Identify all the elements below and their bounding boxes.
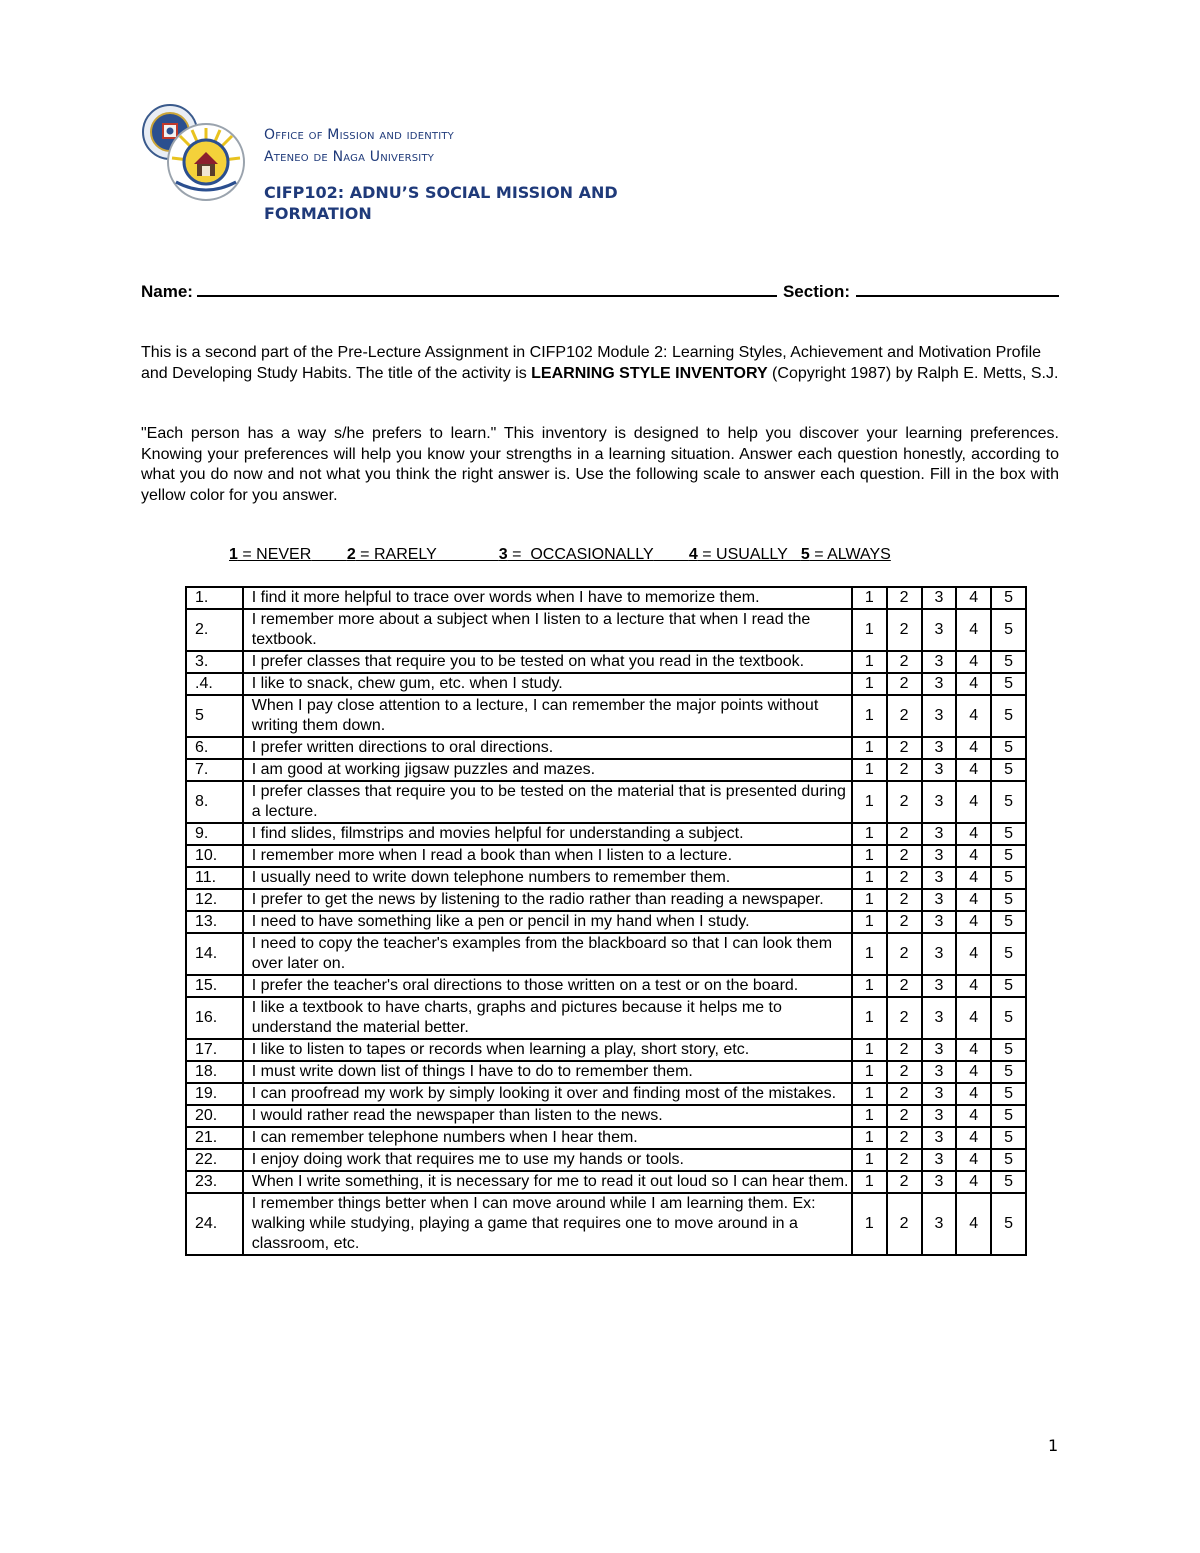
question-row xyxy=(186,997,1026,1039)
rating-option-1[interactable]: 1 xyxy=(852,975,887,997)
question-number: 17. xyxy=(186,1039,243,1061)
question-number: 20. xyxy=(186,1105,243,1127)
learning-style-inventory-table xyxy=(185,586,1027,1256)
rating-option-1[interactable]: 1 xyxy=(852,609,887,651)
rating-option-4[interactable]: 4 xyxy=(956,1149,991,1171)
rating-option-5[interactable]: 5 xyxy=(991,867,1026,889)
rating-option-3[interactable]: 3 xyxy=(922,673,957,695)
rating-option-1[interactable]: 1 xyxy=(852,823,887,845)
rating-option-5[interactable]: 5 xyxy=(991,609,1026,651)
rating-option-1[interactable]: 1 xyxy=(852,759,887,781)
rating-option-5[interactable]: 5 xyxy=(991,1083,1026,1105)
section-label: Section: xyxy=(782,282,851,301)
question-number: 16. xyxy=(186,997,243,1039)
rating-option-3[interactable]: 3 xyxy=(922,1127,957,1149)
rating-option-3[interactable]: 3 xyxy=(922,975,957,997)
header-block xyxy=(264,124,684,224)
name-label: Name: xyxy=(141,282,193,301)
question-text: I need to have something like a pen or pencil in my hand when I study. xyxy=(243,911,852,933)
rating-option-1[interactable]: 1 xyxy=(852,695,887,737)
question-row xyxy=(186,1193,1026,1255)
question-number: 3. xyxy=(186,651,243,673)
question-text: I need to copy the teacher's examples from the blackboard so that I can look them over later on. xyxy=(243,933,852,975)
question-number: 7. xyxy=(186,759,243,781)
rating-option-1[interactable]: 1 xyxy=(852,781,887,823)
rating-option-5[interactable]: 5 xyxy=(991,651,1026,673)
page-number: 1 xyxy=(1048,1436,1059,1455)
question-text: When I pay close attention to a lecture, I can remember the major points without writing them down. xyxy=(243,695,852,737)
rating-option-2[interactable]: 2 xyxy=(887,911,922,933)
question-text: I would rather read the newspaper than listen to the news. xyxy=(243,1105,852,1127)
rating-option-3[interactable]: 3 xyxy=(922,911,957,933)
rating-option-2[interactable]: 2 xyxy=(887,867,922,889)
rating-option-4[interactable]: 4 xyxy=(956,845,991,867)
university-seal-logo xyxy=(140,102,252,202)
question-number: 24. xyxy=(186,1193,243,1255)
question-row xyxy=(186,823,1026,845)
rating-option-1[interactable]: 1 xyxy=(852,845,887,867)
question-number: 8. xyxy=(186,781,243,823)
rating-option-1[interactable]: 1 xyxy=(852,737,887,759)
question-text: I am good at working jigsaw puzzles and mazes. xyxy=(243,759,852,781)
rating-option-2[interactable]: 2 xyxy=(887,759,922,781)
rating-option-2[interactable]: 2 xyxy=(887,609,922,651)
question-number: 13. xyxy=(186,911,243,933)
question-number: 18. xyxy=(186,1061,243,1083)
question-row xyxy=(186,1105,1026,1127)
rating-option-3[interactable]: 3 xyxy=(922,1039,957,1061)
rating-option-1[interactable]: 1 xyxy=(852,1193,887,1255)
rating-option-4[interactable]: 4 xyxy=(956,737,991,759)
question-row xyxy=(186,1127,1026,1149)
question-number: 22. xyxy=(186,1149,243,1171)
question-text: I remember more about a subject when I listen to a lecture that when I read the textbook. xyxy=(243,609,852,651)
rating-option-3[interactable]: 3 xyxy=(922,587,957,609)
rating-option-5[interactable]: 5 xyxy=(991,737,1026,759)
question-row xyxy=(186,889,1026,911)
question-number: 12. xyxy=(186,889,243,911)
question-text: I like to listen to tapes or records when learning a play, short story, etc. xyxy=(243,1039,852,1061)
question-number: 15. xyxy=(186,975,243,997)
rating-option-4[interactable]: 4 xyxy=(956,1127,991,1149)
rating-option-3[interactable]: 3 xyxy=(922,737,957,759)
rating-option-5[interactable]: 5 xyxy=(991,1171,1026,1193)
rating-option-4[interactable]: 4 xyxy=(956,1083,991,1105)
rating-option-4[interactable]: 4 xyxy=(956,823,991,845)
question-number: 6. xyxy=(186,737,243,759)
question-text: I prefer the teacher's oral directions to those written on a test or on the board. xyxy=(243,975,852,997)
rating-option-4[interactable]: 4 xyxy=(956,1193,991,1255)
question-row xyxy=(186,737,1026,759)
rating-option-5[interactable]: 5 xyxy=(991,695,1026,737)
question-number: 5 xyxy=(186,695,243,737)
scale-value: 4 xyxy=(688,546,698,563)
rating-option-4[interactable]: 4 xyxy=(956,1061,991,1083)
scale-value: 5 xyxy=(800,546,810,563)
rating-option-1[interactable]: 1 xyxy=(852,997,887,1039)
rating-scale-legend xyxy=(229,546,891,564)
question-text: I remember things better when I can move around while I am learning them. Ex: walking while studying, playing a game that requires one to move around in a classroom, etc. xyxy=(243,1193,852,1255)
rating-option-1[interactable]: 1 xyxy=(852,673,887,695)
rating-option-1[interactable]: 1 xyxy=(852,889,887,911)
rating-option-2[interactable]: 2 xyxy=(887,845,922,867)
rating-option-5[interactable]: 5 xyxy=(991,1193,1026,1255)
rating-option-3[interactable]: 3 xyxy=(922,1105,957,1127)
question-text: I can proofread my work by simply looking it over and finding most of the mistakes. xyxy=(243,1083,852,1105)
rating-option-3[interactable]: 3 xyxy=(922,823,957,845)
question-text: I like a textbook to have charts, graphs and pictures because it helps me to understand the material better. xyxy=(243,997,852,1039)
rating-option-3[interactable]: 3 xyxy=(922,997,957,1039)
rating-option-1[interactable]: 1 xyxy=(852,651,887,673)
question-row xyxy=(186,975,1026,997)
rating-option-5[interactable]: 5 xyxy=(991,1039,1026,1061)
rating-option-4[interactable]: 4 xyxy=(956,933,991,975)
question-number: 9. xyxy=(186,823,243,845)
rating-option-4[interactable]: 4 xyxy=(956,673,991,695)
rating-option-3[interactable]: 3 xyxy=(922,695,957,737)
rating-option-1[interactable]: 1 xyxy=(852,1039,887,1061)
rating-option-2[interactable]: 2 xyxy=(887,1083,922,1105)
question-text: I must write down list of things I have to do to remember them. xyxy=(243,1061,852,1083)
scale-value: 1 xyxy=(229,546,238,563)
question-number: 19. xyxy=(186,1083,243,1105)
rating-option-5[interactable]: 5 xyxy=(991,1127,1026,1149)
rating-option-3[interactable]: 3 xyxy=(922,1171,957,1193)
question-number: 14. xyxy=(186,933,243,975)
scale-label: = NEVER xyxy=(237,546,312,563)
question-text: I remember more when I read a book than when I listen to a lecture. xyxy=(243,845,852,867)
rating-option-2[interactable]: 2 xyxy=(887,1193,922,1255)
rating-option-2[interactable]: 2 xyxy=(887,1105,922,1127)
question-row xyxy=(186,845,1026,867)
rating-option-3[interactable]: 3 xyxy=(922,759,957,781)
scale-label: = ALWAYS xyxy=(809,546,891,563)
rating-option-5[interactable]: 5 xyxy=(991,673,1026,695)
question-row xyxy=(186,695,1026,737)
rating-option-5[interactable]: 5 xyxy=(991,933,1026,975)
question-row xyxy=(186,609,1026,651)
question-text: I enjoy doing work that requires me to use my hands or tools. xyxy=(243,1149,852,1171)
question-number: 1. xyxy=(186,587,243,609)
question-row xyxy=(186,587,1026,609)
scale-value: 3 xyxy=(498,546,508,563)
rating-option-2[interactable]: 2 xyxy=(887,889,922,911)
rating-option-3[interactable]: 3 xyxy=(922,845,957,867)
question-number: 11. xyxy=(186,867,243,889)
question-number: 23. xyxy=(186,1171,243,1193)
rating-option-4[interactable]: 4 xyxy=(956,975,991,997)
question-text: When I write something, it is necessary for me to read it out loud so I can hear them. xyxy=(243,1171,852,1193)
rating-option-4[interactable]: 4 xyxy=(956,997,991,1039)
rating-option-5[interactable]: 5 xyxy=(991,845,1026,867)
question-row xyxy=(186,1083,1026,1105)
rating-option-5[interactable]: 5 xyxy=(991,781,1026,823)
rating-option-3[interactable]: 3 xyxy=(922,933,957,975)
rating-option-5[interactable]: 5 xyxy=(991,587,1026,609)
question-number: 2. xyxy=(186,609,243,651)
activity-title: LEARNING STYLE INVENTORY xyxy=(531,364,768,382)
rating-option-3[interactable]: 3 xyxy=(922,889,957,911)
rating-option-5[interactable]: 5 xyxy=(991,889,1026,911)
question-text: I prefer classes that require you to be tested on what you read in the textbook. xyxy=(243,651,852,673)
scale-label: = RARELY xyxy=(355,546,437,563)
rating-option-3[interactable]: 3 xyxy=(922,1149,957,1171)
question-text: I find slides, filmstrips and movies helpful for understanding a subject. xyxy=(243,823,852,845)
scale-value: 2 xyxy=(346,546,356,563)
intro-text-2: (Copyright 1987) by Ralph E. Metts, S.J. xyxy=(767,364,1059,382)
rating-option-2[interactable]: 2 xyxy=(887,1149,922,1171)
question-number: .4. xyxy=(186,673,243,695)
question-text: I prefer to get the news by listening to the radio rather than reading a newspaper. xyxy=(243,889,852,911)
rating-option-1[interactable]: 1 xyxy=(852,1171,887,1193)
rating-option-4[interactable]: 4 xyxy=(956,651,991,673)
question-row xyxy=(186,1149,1026,1171)
question-row xyxy=(186,651,1026,673)
rating-option-5[interactable]: 5 xyxy=(991,1061,1026,1083)
question-row xyxy=(186,759,1026,781)
question-row xyxy=(186,673,1026,695)
rating-option-5[interactable]: 5 xyxy=(991,823,1026,845)
question-text: I prefer written directions to oral directions. xyxy=(243,737,852,759)
question-row xyxy=(186,933,1026,975)
rating-option-3[interactable]: 3 xyxy=(922,651,957,673)
rating-option-4[interactable]: 4 xyxy=(956,587,991,609)
question-row xyxy=(186,781,1026,823)
name-section-row xyxy=(141,278,1059,302)
intro-text-1: This is a second part of the Pre-Lecture Assignment in CIFP102 Module 2: Learning Styles, Achievement and Motivation Profile and Developing Study Habits. The title of the activity is xyxy=(141,344,1042,382)
question-text: I find it more helpful to trace over words when I have to memorize them. xyxy=(243,587,852,609)
rating-option-4[interactable]: 4 xyxy=(956,781,991,823)
rating-option-1[interactable]: 1 xyxy=(852,587,887,609)
rating-option-5[interactable]: 5 xyxy=(991,1105,1026,1127)
rating-option-1[interactable]: 1 xyxy=(852,911,887,933)
rating-option-2[interactable]: 2 xyxy=(887,975,922,997)
rating-option-4[interactable]: 4 xyxy=(956,1171,991,1193)
scale-label: = USUALLY xyxy=(697,546,788,563)
rating-option-4[interactable]: 4 xyxy=(956,759,991,781)
rating-option-2[interactable]: 2 xyxy=(887,781,922,823)
scale-label: = OCCASIONALLY xyxy=(507,546,654,563)
question-text: I prefer classes that require you to be tested on the material that is presented during a lecture. xyxy=(243,781,852,823)
rating-option-2[interactable]: 2 xyxy=(887,695,922,737)
rating-option-1[interactable]: 1 xyxy=(852,1061,887,1083)
course-title: CIFP102: ADNU’S SOCIAL MISSION AND FORMATION xyxy=(264,183,618,223)
intro-paragraph xyxy=(141,343,1059,384)
rating-option-4[interactable]: 4 xyxy=(956,1105,991,1127)
instructions-paragraph: "Each person has a way s/he prefers to learn." This inventory is designed to help you discover your learning preferences. Knowing your preferences will help you know your strengths in a learning situation. Answer each question honestly, according to what you do now and not what you think the right answer is. Use the following scale to answer each question. Fill in the box with yellow color for you answer. xyxy=(141,425,1059,504)
rating-option-1[interactable]: 1 xyxy=(852,1083,887,1105)
rating-option-2[interactable]: 2 xyxy=(887,823,922,845)
question-row xyxy=(186,1061,1026,1083)
rating-option-2[interactable]: 2 xyxy=(887,997,922,1039)
rating-option-1[interactable]: 1 xyxy=(852,1149,887,1171)
rating-option-2[interactable]: 2 xyxy=(887,1039,922,1061)
rating-option-2[interactable]: 2 xyxy=(887,1171,922,1193)
office-name: Office of Mission and identity xyxy=(264,127,454,143)
section-blank-field[interactable] xyxy=(856,278,1059,297)
rating-option-4[interactable]: 4 xyxy=(956,889,991,911)
rating-option-2[interactable]: 2 xyxy=(887,673,922,695)
rating-option-4[interactable]: 4 xyxy=(956,911,991,933)
rating-option-2[interactable]: 2 xyxy=(887,587,922,609)
rating-option-3[interactable]: 3 xyxy=(922,867,957,889)
rating-option-4[interactable]: 4 xyxy=(956,609,991,651)
rating-option-3[interactable]: 3 xyxy=(922,1061,957,1083)
rating-option-5[interactable]: 5 xyxy=(991,997,1026,1039)
question-row xyxy=(186,911,1026,933)
rating-option-1[interactable]: 1 xyxy=(852,867,887,889)
question-text: I like to snack, chew gum, etc. when I study. xyxy=(243,673,852,695)
rating-option-3[interactable]: 3 xyxy=(922,1193,957,1255)
rating-option-5[interactable]: 5 xyxy=(991,911,1026,933)
rating-option-2[interactable]: 2 xyxy=(887,1061,922,1083)
rating-option-4[interactable]: 4 xyxy=(956,1039,991,1061)
rating-option-5[interactable]: 5 xyxy=(991,975,1026,997)
question-number: 21. xyxy=(186,1127,243,1149)
question-number: 10. xyxy=(186,845,243,867)
question-row xyxy=(186,867,1026,889)
question-text: I usually need to write down telephone numbers to remember them. xyxy=(243,867,852,889)
question-row xyxy=(186,1171,1026,1193)
rating-option-4[interactable]: 4 xyxy=(956,867,991,889)
rating-option-3[interactable]: 3 xyxy=(922,609,957,651)
university-name: Ateneo de Naga University xyxy=(264,149,435,165)
rating-option-1[interactable]: 1 xyxy=(852,1127,887,1149)
question-row xyxy=(186,1039,1026,1061)
rating-option-2[interactable]: 2 xyxy=(887,1127,922,1149)
rating-option-1[interactable]: 1 xyxy=(852,1105,887,1127)
rating-option-2[interactable]: 2 xyxy=(887,651,922,673)
rating-option-2[interactable]: 2 xyxy=(887,933,922,975)
rating-option-1[interactable]: 1 xyxy=(852,933,887,975)
rating-option-2[interactable]: 2 xyxy=(887,737,922,759)
rating-option-5[interactable]: 5 xyxy=(991,1149,1026,1171)
name-blank-field[interactable] xyxy=(197,278,777,297)
rating-option-4[interactable]: 4 xyxy=(956,695,991,737)
question-text: I can remember telephone numbers when I hear them. xyxy=(243,1127,852,1149)
rating-option-3[interactable]: 3 xyxy=(922,1083,957,1105)
rating-option-3[interactable]: 3 xyxy=(922,781,957,823)
rating-option-5[interactable]: 5 xyxy=(991,759,1026,781)
